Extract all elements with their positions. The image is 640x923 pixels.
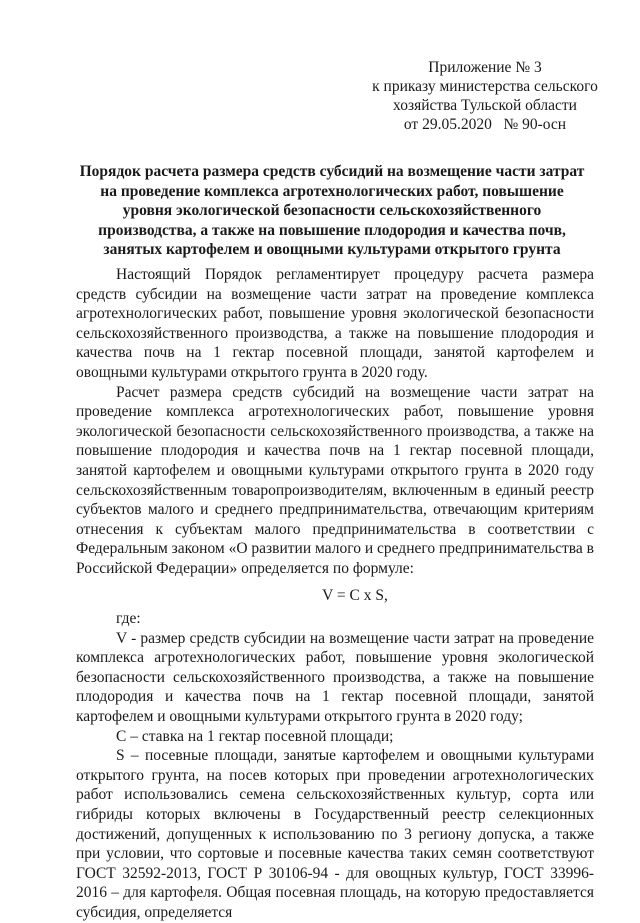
formula: V = C x S, bbox=[322, 586, 388, 604]
appendix-date-number: от 29.05.2020 № 90-осн bbox=[403, 116, 567, 133]
appendix-number: Приложение № 3 bbox=[428, 59, 542, 76]
paragraph-intro: Настоящий Порядок регламентирует процедуру расчета размера средств субсидии на возмещение части затрат на проведение комплекса агротехнологических работ, повышение уровня экологической безопасности сельскохозяйственного производства, а также на повышение плодородия и качества почв на 1 гектар посевной площади, занятой картофелем и овощными культурами открытого грунта в 2020 году. bbox=[76, 266, 594, 381]
document-title: Порядок расчета размера средств субсидий на возмещение части затрат на проведение комплекса агротехнологических работ, повышение уровня экологической безопасности сельскохозяйственного производства, а также на повышение плодородия и качества почв, занятых картофелем и овощными культурами открытого грунта bbox=[79, 163, 585, 258]
where-label: где: bbox=[116, 610, 141, 628]
definition-v: V - размер средств субсидии на возмещение части затрат на проведение комплекса агротехнологических работ, повышение уровня экологической безопасности сельскохозяйственного производства, а также на повышение плодородия и качества почв на 1 гектар посевной площади, занятой картофелем и овощными культурами открытого грунта в 2020 году; bbox=[76, 629, 594, 726]
appendix-header bbox=[370, 58, 600, 134]
appendix-order-ref: к приказу министерства сельского bbox=[372, 78, 598, 95]
definition-c: С – ставка на 1 гектар посевной площади; bbox=[116, 727, 394, 745]
definition-s: S – посевные площади, занятые картофелем и овощными культурами открытого грунта, на посев которых при проведении агротехнологических работ использовались семена сельскохозяйственных культур, сорта или гибриды которых включены в Государственный реестр селекционных достижений, допущенных к использованию по 3 региону допуска, а также при условии, что сортовые и посевные качества таких семян соответствуют ГОСТ 32592-2013, ГОСТ Р 30106-94 - для овощных культур, ГОСТ 33996-2016 – для картофеля. Общая посевная площадь, на которую предоставляется субсидия, определяется bbox=[76, 747, 594, 921]
appendix-ministry: хозяйства Тульской области bbox=[393, 97, 577, 114]
paragraph-calculation: Расчет размера средств субсидий на возмещение части затрат на проведение комплекса агротехнологических работ, повышение уровня экологической безопасности сельскохозяйственного производства, а также на повышение плодородия и качества почв на 1 гектар посевной площади, занятой картофелем и овощными культурами открытого грунта в 2020 году сельскохозяйственным товаропроизводителям, включенным в единый реестр субъектов малого и среднего предпринимательства, отвечающим критериям отнесения к субъектам малого предпринимательства в соответствии с Федеральным законом «О развитии малого и среднего предпринимательства в Российской Федерации» определяется по формуле: bbox=[76, 383, 594, 577]
document-body bbox=[76, 265, 594, 923]
